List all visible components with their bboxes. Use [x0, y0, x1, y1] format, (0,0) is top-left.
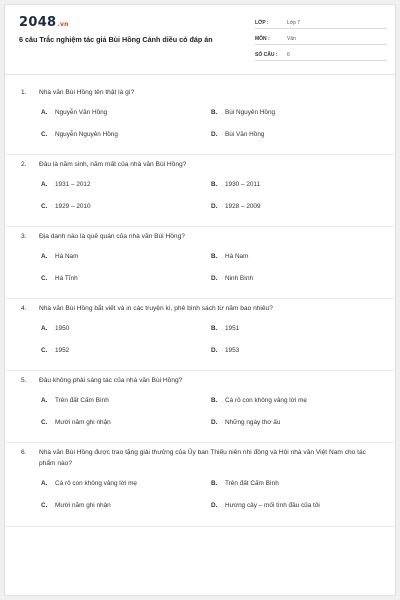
- logo-suffix: .vn: [57, 21, 69, 28]
- option-text: Ninh Bình: [225, 274, 254, 282]
- question-stem: [21, 447, 381, 469]
- answer-options: [41, 173, 381, 217]
- logo-main: 2048: [19, 15, 57, 30]
- option-letter: B.: [211, 324, 218, 332]
- question-4: [5, 299, 395, 371]
- option-letter: D.: [211, 501, 218, 509]
- option-text: 1929 – 2010: [55, 202, 91, 210]
- option-text: 1928 – 2009: [225, 202, 261, 210]
- question-text: Nhà văn Bùi Hồng tên thật là gì?: [39, 89, 135, 96]
- document-page: [4, 4, 396, 596]
- option-text: 1950: [55, 324, 70, 332]
- option-text: 1951: [225, 324, 240, 332]
- option-text: Trên đất Cấm Bình: [225, 479, 279, 487]
- option-text: 1931 – 2012: [55, 180, 91, 188]
- question-stem: [21, 87, 381, 98]
- option-letter: C.: [41, 501, 48, 509]
- option-letter: B.: [211, 479, 218, 487]
- question-3: [5, 227, 395, 299]
- answer-options: [41, 472, 381, 516]
- answer-option-d[interactable]: [211, 267, 381, 289]
- question-text: Đâu không phải sáng tác của nhà văn Bùi Hồng?: [39, 377, 183, 384]
- meta-key: SỐ CÂU :: [255, 52, 278, 58]
- answer-option-a[interactable]: [41, 317, 211, 339]
- meta-row-subject: [255, 33, 387, 45]
- question-number: 4.: [21, 305, 27, 312]
- question-stem: [21, 159, 381, 170]
- option-text: 1953: [225, 346, 240, 354]
- question-number: 1.: [21, 89, 27, 96]
- answer-option-b[interactable]: [211, 101, 381, 123]
- answer-option-d[interactable]: [211, 195, 381, 217]
- option-text: Hà Tĩnh: [55, 274, 78, 282]
- option-text: Bùi Văn Hồng: [225, 130, 265, 138]
- option-text: Mười năm ghi nhận: [55, 501, 111, 509]
- option-text: Bùi Nguyên Hồng: [225, 108, 276, 116]
- answer-option-d[interactable]: [211, 494, 381, 516]
- option-letter: D.: [211, 130, 218, 138]
- answer-option-b[interactable]: [211, 317, 381, 339]
- option-letter: A.: [41, 108, 48, 116]
- question-2: [5, 155, 395, 227]
- answer-option-c[interactable]: [41, 494, 211, 516]
- option-letter: D.: [211, 202, 218, 210]
- answer-option-a[interactable]: [41, 173, 211, 195]
- answer-options: [41, 245, 381, 289]
- option-letter: D.: [211, 418, 218, 426]
- answer-option-c[interactable]: [41, 411, 211, 433]
- question-number: 3.: [21, 233, 27, 240]
- answer-option-c[interactable]: [41, 123, 211, 145]
- answer-options: [41, 101, 381, 145]
- option-letter: C.: [41, 130, 48, 138]
- option-text: Hà Nam: [225, 252, 249, 260]
- question-stem: [21, 375, 381, 386]
- option-letter: C.: [41, 274, 48, 282]
- answer-option-b[interactable]: [211, 173, 381, 195]
- question-text: Địa danh nào là quê quán của nhà văn Bùi Hồng?: [39, 233, 185, 240]
- option-letter: B.: [211, 396, 218, 404]
- meta-value: Văn: [287, 36, 296, 42]
- option-letter: C.: [41, 418, 48, 426]
- answer-option-d[interactable]: [211, 339, 381, 361]
- option-letter: A.: [41, 324, 48, 332]
- answer-options: [41, 317, 381, 361]
- document-title: 6 câu Trắc nghiệm tác giả Bùi Hồng Cánh diều có đáp án: [19, 35, 213, 44]
- option-letter: A.: [41, 396, 48, 404]
- option-letter: D.: [211, 346, 218, 354]
- answer-option-c[interactable]: [41, 195, 211, 217]
- answer-option-a[interactable]: [41, 472, 211, 494]
- answer-option-a[interactable]: [41, 389, 211, 411]
- question-6: [5, 443, 395, 527]
- question-1: [5, 83, 395, 155]
- option-text: 1930 – 2011: [225, 180, 261, 188]
- question-stem: [21, 231, 381, 242]
- answer-option-d[interactable]: [211, 123, 381, 145]
- meta-row-count: [255, 49, 387, 61]
- meta-row-class: [255, 17, 387, 29]
- option-letter: C.: [41, 202, 48, 210]
- meta-value: 6: [287, 52, 290, 58]
- question-text: Đâu là năm sinh, năm mất của nhà văn Bùi Hồng?: [39, 161, 187, 168]
- option-letter: B.: [211, 180, 218, 188]
- answer-option-b[interactable]: [211, 472, 381, 494]
- option-letter: B.: [211, 108, 218, 116]
- meta-info: [255, 17, 387, 65]
- question-number: 2.: [21, 161, 27, 168]
- option-text: Nguyễn Văn Hồng: [55, 108, 108, 116]
- option-text: Cá rô con không vâng lời mẹ: [225, 396, 307, 404]
- option-text: 1952: [55, 346, 70, 354]
- question-number: 6.: [21, 449, 27, 456]
- answer-option-a[interactable]: [41, 245, 211, 267]
- option-text: Trên đất Cấm Bình: [55, 396, 109, 404]
- meta-key: MÔN :: [255, 36, 270, 42]
- answer-option-c[interactable]: [41, 339, 211, 361]
- option-text: Cá rô con không vâng lời mẹ: [55, 479, 137, 487]
- question-text: Nhà văn Bùi Hồng được trao tặng giải thưởng của Ủy ban Thiếu niên nhi đồng và Hội nhà văn Việt Nam cho tác phẩm nào?: [39, 449, 366, 467]
- question-stem: [21, 303, 381, 314]
- answer-option-b[interactable]: [211, 245, 381, 267]
- option-text: Những ngày thơ ấu: [225, 418, 281, 426]
- answer-option-b[interactable]: [211, 389, 381, 411]
- option-letter: A.: [41, 479, 48, 487]
- meta-key: LỚP :: [255, 20, 269, 26]
- site-logo[interactable]: [19, 15, 69, 30]
- option-letter: D.: [211, 274, 218, 282]
- option-text: Hà Nam: [55, 252, 79, 260]
- answer-option-c[interactable]: [41, 267, 211, 289]
- option-text: Mười năm ghi nhận: [55, 418, 111, 426]
- option-letter: B.: [211, 252, 218, 260]
- document-header: [5, 5, 395, 75]
- option-text: Nguyễn Nguyên Hồng: [55, 130, 118, 138]
- option-text: Hương cây – mối tình đầu của tôi: [225, 501, 320, 509]
- question-list: [5, 83, 395, 527]
- answer-options: [41, 389, 381, 433]
- option-letter: A.: [41, 252, 48, 260]
- answer-option-d[interactable]: [211, 411, 381, 433]
- answer-option-a[interactable]: [41, 101, 211, 123]
- question-5: [5, 371, 395, 443]
- option-letter: C.: [41, 346, 48, 354]
- option-letter: A.: [41, 180, 48, 188]
- question-text: Nhà văn Bùi Hồng bắt viết và in các truyện kí, phê bình sách từ năm bao nhiêu?: [39, 305, 273, 312]
- meta-value: Lớp 7: [287, 20, 301, 26]
- question-number: 5.: [21, 377, 27, 384]
